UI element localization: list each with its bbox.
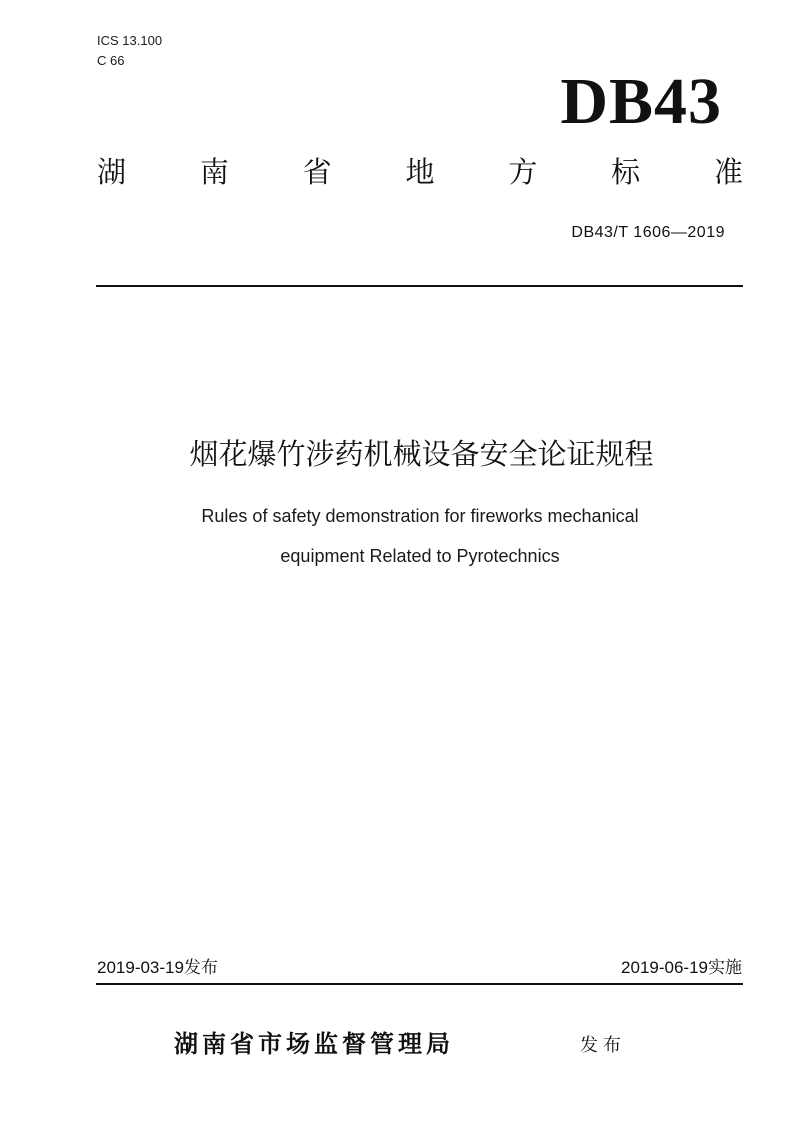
document-title-en-line1: Rules of safety demonstration for fireworks mechanical bbox=[201, 506, 639, 526]
document-title-zh: 烟花爆竹涉药机械设备安全论证规程 bbox=[189, 437, 654, 471]
standard-type-char: 南 bbox=[199, 154, 229, 189]
db-mark: DB43 bbox=[560, 65, 722, 138]
standard-type bbox=[97, 150, 743, 190]
standard-type-char: 地 bbox=[405, 154, 435, 189]
ics-code: ICS 13.100 bbox=[97, 33, 163, 48]
implementation-date: 2019-06-19实施 bbox=[621, 958, 742, 977]
top-divider bbox=[96, 285, 743, 287]
document-title-en-line2: equipment Related to Pyrotechnics bbox=[280, 546, 560, 566]
classification-code: C 66 bbox=[97, 53, 125, 68]
standard-type-char: 省 bbox=[302, 154, 332, 189]
standard-type-char: 湖 bbox=[97, 154, 127, 189]
issue-date: 2019-03-19发布 bbox=[97, 958, 218, 977]
standard-number: DB43/T 1606—2019 bbox=[571, 224, 725, 241]
standard-type-char: 标 bbox=[611, 154, 641, 189]
issuing-authority: 湖南省市场监督管理局 bbox=[174, 1030, 454, 1058]
bottom-divider bbox=[96, 983, 743, 985]
standard-type-char: 方 bbox=[508, 154, 538, 189]
standard-type-char: 准 bbox=[713, 154, 743, 189]
publish-label: 发布 bbox=[580, 1035, 626, 1056]
